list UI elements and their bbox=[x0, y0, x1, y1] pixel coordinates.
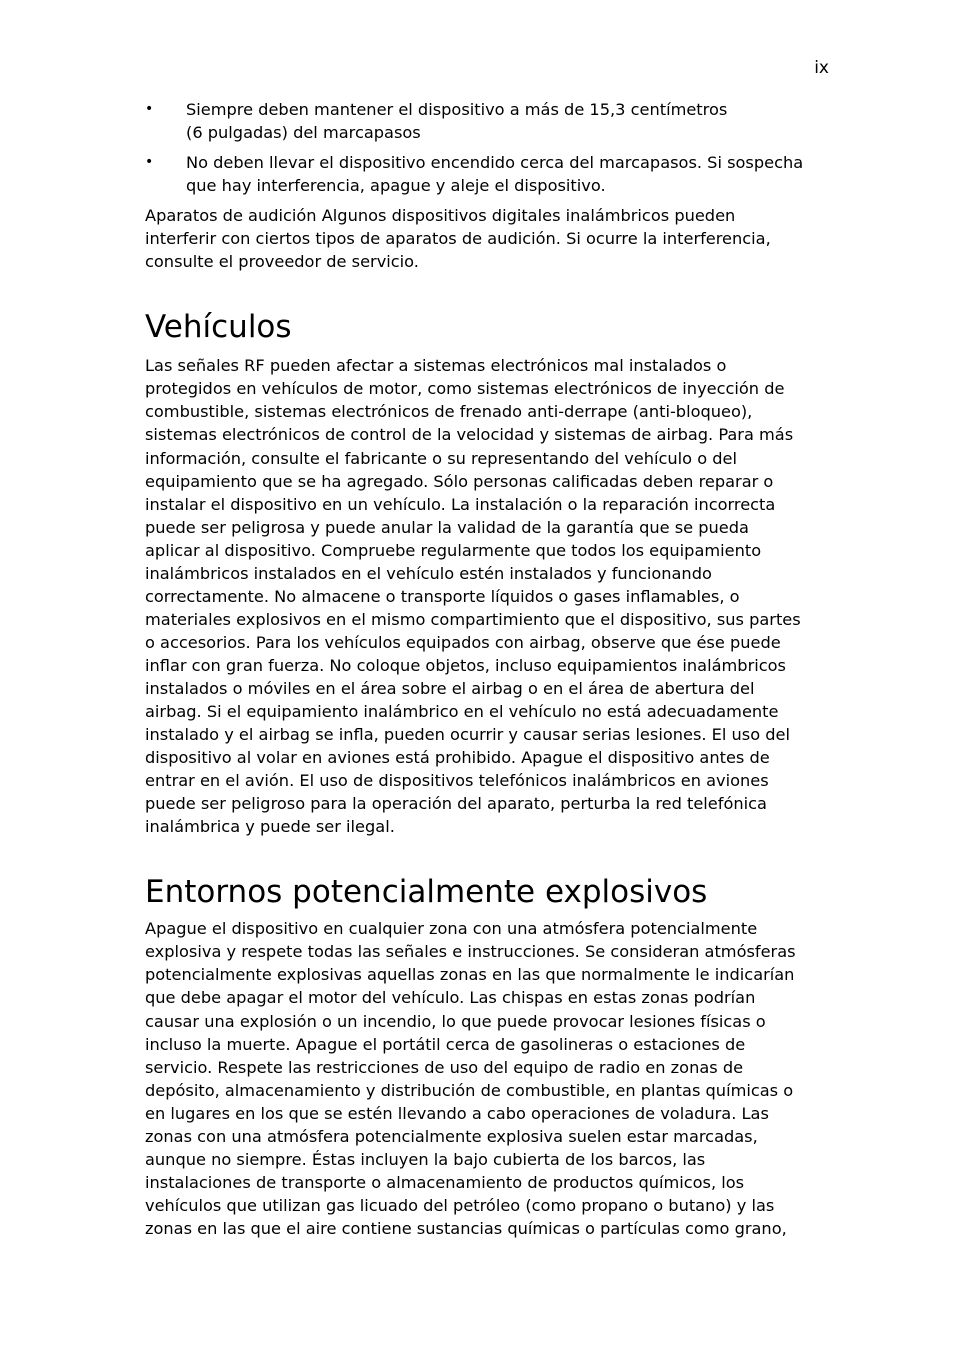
paragraph-line: incluso la muerte. Apague el portátil cerca de gasolineras o estaciones de bbox=[145, 1034, 746, 1054]
paragraph-line: combustible, sistemas electrónicos de frenado anti-derrape (anti-bloqueo), bbox=[145, 402, 753, 422]
paragraph-line: aunque no siempre. Éstas incluyen la bajo cubierta de los barcos, las bbox=[145, 1149, 706, 1169]
paragraph-line: explosiva y respete todas las señales e instrucciones. Se consideran atmósferas bbox=[145, 942, 796, 962]
paragraph-line-text: Algunos dispositivos digitales inalámbricos pueden bbox=[316, 206, 736, 226]
explosive-paragraph bbox=[145, 917, 831, 1240]
paragraph-line: materiales explosivos en el mismo compartimiento que el dispositivo, sus partes bbox=[145, 609, 801, 629]
paragraph-line: airbag. Si el equipamiento inalámbrico en el vehículo no está adecuadamente bbox=[145, 702, 779, 722]
paragraph-line: información, consulte el fabricante o su representando del vehículo o del bbox=[145, 448, 737, 468]
paragraph-line: o accesorios. Para los vehículos equipados con airbag, observe que ése puede bbox=[145, 632, 781, 652]
page-content bbox=[145, 98, 831, 1240]
bullet-line: que hay interferencia, apague y aleje el dispositivo. bbox=[186, 176, 606, 196]
paragraph-line: instalar el dispositivo en un vehículo. La instalación o la reparación incorrecta bbox=[145, 494, 776, 514]
bullet-icon: • bbox=[145, 154, 154, 171]
bullet-line: (6 pulgadas) del marcapasos bbox=[186, 123, 421, 143]
paragraph-line: instalados o móviles en el área sobre el airbag o en el área de abertura del bbox=[145, 678, 755, 698]
paragraph-line: dispositivo al volar en aviones está prohibido. Apague el dispositivo antes de bbox=[145, 748, 770, 768]
paragraph-line: que debe apagar el motor del vehículo. Las chispas en estas zonas podrían bbox=[145, 988, 756, 1008]
paragraph-line: potencialmente explosivas aquellas zonas en las que normalmente le indicarían bbox=[145, 965, 795, 985]
paragraph-line bbox=[145, 204, 831, 227]
paragraph-line: correctamente. No almacene o transporte líquidos o gases inflamables, o bbox=[145, 586, 740, 606]
vehicles-paragraph bbox=[145, 354, 831, 838]
paragraph-line: vehículos que utilizan gas licuado del petróleo (como propano o butano) y las bbox=[145, 1195, 775, 1215]
paragraph-line: consulte el proveedor de servicio. bbox=[145, 252, 419, 272]
bullet-icon: • bbox=[145, 101, 154, 117]
paragraph-line: en lugares en los que se estén llevando a cabo operaciones de voladura. Las bbox=[145, 1103, 769, 1123]
paragraph-line: zonas con una atmósfera potencialmente explosiva suelen estar marcadas, bbox=[145, 1126, 758, 1146]
hearing-aids-run-in: Aparatos de audición bbox=[145, 206, 317, 226]
paragraph-line: instalado y el airbag se infla, pueden ocurrir y causar serias lesiones. El uso del bbox=[145, 725, 791, 745]
section-heading-explosive: Entornos potencialmente explosivos bbox=[145, 874, 708, 911]
paragraph-line: aplicar al dispositivo. Compruebe regularmente que todos los equipamiento bbox=[145, 540, 762, 560]
paragraph-line: zonas en las que el aire contiene sustancias químicas o partículas como grano, bbox=[145, 1218, 787, 1238]
paragraph-line: inalámbricos instalados en el vehículo estén instalados y funcionando bbox=[145, 563, 712, 583]
paragraph-line: servicio. Respete las restricciones de uso del equipo de radio en zonas de bbox=[145, 1057, 744, 1077]
paragraph-line: puede ser peligroso para la operación del aparato, perturba la red telefónica bbox=[145, 794, 767, 814]
bullet-item-distance bbox=[145, 98, 831, 144]
paragraph-line: instalaciones de transporte o almacenamiento de productos químicos, los bbox=[145, 1172, 745, 1192]
paragraph-line: sistemas electrónicos de control de la velocidad y sistemas de airbag. Para más bbox=[145, 425, 794, 445]
paragraph-line: equipamiento que se ha agregado. Sólo personas calificadas deben reparar o bbox=[145, 471, 774, 491]
paragraph-line: entrar en el avión. El uso de dispositivos telefónicos inalámbricos en aviones bbox=[145, 771, 769, 791]
paragraph-line: protegidos en vehículos de motor, como sistemas electrónicos de inyección de bbox=[145, 379, 785, 399]
paragraph-line: inflar con gran fuerza. No coloque objetos, incluso equipamientos inalámbricos bbox=[145, 655, 786, 675]
pacemaker-bullet-list bbox=[145, 98, 831, 197]
paragraph-line: interferir con ciertos tipos de aparatos de audición. Si ocurre la interferencia, bbox=[145, 229, 771, 249]
bullet-line: Siempre deben mantener el dispositivo a más de 15,3 centímetros bbox=[186, 100, 728, 119]
bullet-line: No deben llevar el dispositivo encendido cerca del marcapasos. Si sospecha bbox=[186, 153, 804, 173]
paragraph-line: puede ser peligrosa y puede anular la validad de la garantía que se pueda bbox=[145, 517, 749, 537]
paragraph-line: Las señales RF pueden afectar a sistemas electrónicos mal instalados o bbox=[145, 356, 727, 376]
paragraph-line: Apague el dispositivo en cualquier zona con una atmósfera potencialmente bbox=[145, 919, 758, 939]
paragraph-line: inalámbrica y puede ser ilegal. bbox=[145, 817, 395, 837]
paragraph-line: causar una explosión o un incendio, lo que puede provocar lesiones físicas o bbox=[145, 1011, 766, 1031]
section-heading-vehicles: Vehículos bbox=[145, 309, 292, 346]
hearing-aids-paragraph bbox=[145, 204, 831, 273]
page-number: ix bbox=[814, 58, 829, 78]
paragraph-line: depósito, almacenamiento y distribución de combustible, en plantas químicas o bbox=[145, 1080, 794, 1100]
bullet-item-interference bbox=[145, 151, 831, 197]
